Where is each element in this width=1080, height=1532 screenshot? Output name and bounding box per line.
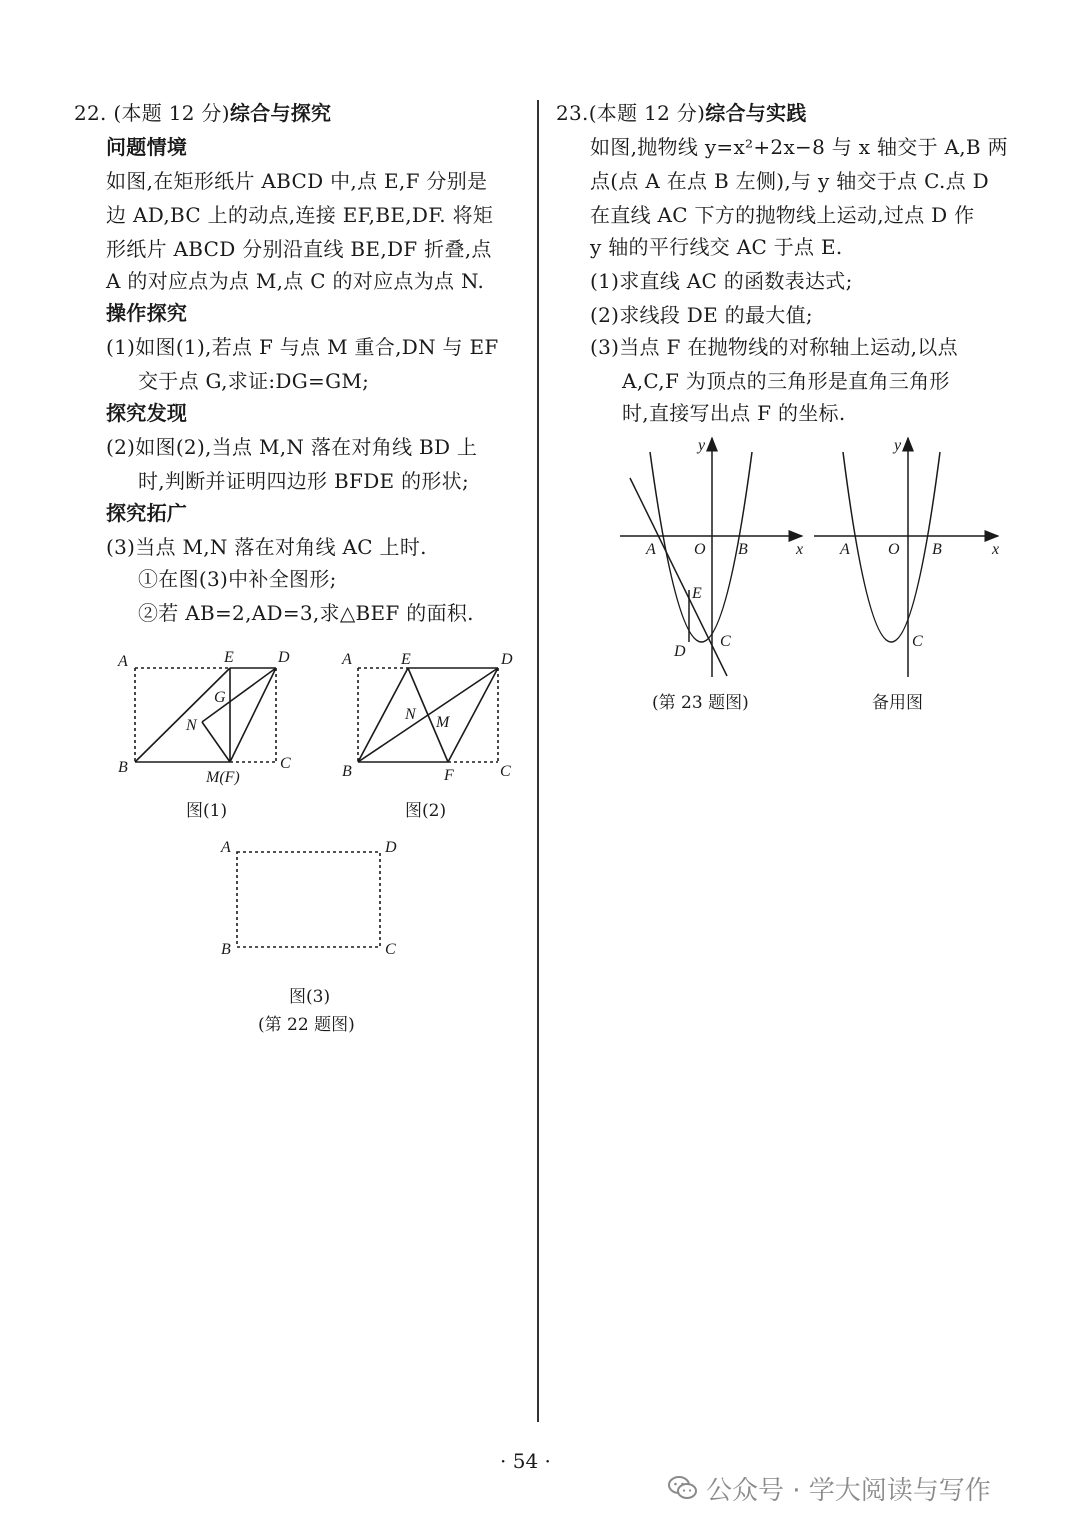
wechat-icon: [668, 1475, 698, 1501]
q23-figure-caption: (第 23 题图): [652, 693, 749, 713]
q23-part3-line: (3)当点 F 在抛物线的对称轴上运动,以点: [590, 335, 958, 359]
label-F: F: [444, 767, 454, 784]
label-D: D: [674, 643, 686, 660]
q23-part3-line: A,C,F 为顶点的三角形是直角三角形: [622, 369, 950, 393]
label-A: A: [118, 653, 128, 670]
segment-DF: [448, 668, 498, 762]
rectangle-ABCD: [237, 852, 380, 947]
q22-section-discover: 探究发现: [106, 401, 188, 425]
label-D: D: [278, 649, 290, 666]
page-number: · 54 ·: [500, 1449, 551, 1473]
label-D: D: [501, 651, 513, 668]
label-M: M: [436, 714, 450, 731]
watermark-text: 公众号 · 学大阅读与写作: [706, 1475, 991, 1506]
segment-DF: [230, 668, 276, 762]
spare-figure-caption: 备用图: [872, 693, 923, 713]
q22-section-operate: 操作探究: [106, 301, 188, 325]
fig1-caption: 图(1): [186, 801, 228, 821]
q23-number: 23.(本题 12 分): [556, 101, 706, 125]
label-B: B: [932, 541, 942, 558]
q23-text-line: 点(点 A 在点 B 左侧),与 y 轴交于点 C.点 D: [590, 169, 989, 193]
label-B: B: [738, 541, 748, 558]
q23-text-line: y 轴的平行线交 AC 于点 E.: [590, 235, 843, 259]
fig2-caption: 图(2): [405, 801, 447, 821]
label-C: C: [500, 763, 511, 780]
label-C: C: [720, 633, 731, 650]
q23-part1: (1)求直线 AC 的函数表达式;: [590, 269, 853, 293]
label-O: O: [694, 541, 706, 558]
q22-part1-line: 交于点 G,求证:DG=GM;: [138, 369, 370, 393]
q22-part1-line: (1)如图(1),若点 F 与点 M 重合,DN 与 EF: [106, 335, 499, 359]
segment-NM: [202, 722, 230, 762]
label-N: N: [405, 706, 416, 723]
q22-figure-caption: (第 22 题图): [258, 1015, 355, 1035]
fig3-caption: 图(3): [289, 987, 331, 1007]
label-A: A: [221, 839, 231, 856]
q22-number: 22. (本题 12 分): [74, 101, 230, 125]
column-divider: [537, 100, 539, 1422]
label-C: C: [385, 941, 396, 958]
label-N: N: [186, 717, 197, 734]
q22-part2-line: 时,判断并证明四边形 BFDE 的形状;: [138, 469, 470, 493]
q23-part3-line: 时,直接写出点 F 的坐标.: [622, 401, 846, 425]
q22-part3-line: ①在图(3)中补全图形;: [138, 567, 337, 591]
q22-part2-line: (2)如图(2),当点 M,N 落在对角线 BD 上: [106, 435, 478, 459]
q22-figure-2: [338, 640, 523, 790]
label-A: A: [342, 651, 352, 668]
label-A: A: [840, 541, 850, 558]
label-x: x: [992, 541, 1000, 558]
label-y: y: [698, 437, 706, 454]
label-MF: M(F): [206, 769, 240, 786]
label-x: x: [796, 541, 804, 558]
label-E: E: [692, 585, 702, 602]
label-C: C: [912, 633, 923, 650]
q22-text-line: A 的对应点为点 M,点 C 的对应点为点 N.: [106, 269, 485, 293]
q22-text-line: 边 AD,BC 上的动点,连接 EF,BE,DF. 将矩: [106, 203, 494, 227]
label-B: B: [221, 941, 231, 958]
label-G: G: [214, 689, 226, 706]
segment-BE: [135, 668, 230, 762]
q23-header: [556, 98, 807, 128]
label-E: E: [401, 651, 411, 668]
q23-text-line: 如图,抛物线 y=x²+2x−8 与 x 轴交于 A,B 两: [590, 135, 1008, 159]
q22-text-line: 形纸片 ABCD 分别沿直线 BE,DF 折叠,点: [106, 237, 492, 261]
label-A: A: [646, 541, 656, 558]
label-O: O: [888, 541, 900, 558]
label-E: E: [224, 649, 234, 666]
q22-section-extend: 探究拓广: [106, 501, 188, 525]
q23-graph: [612, 432, 812, 682]
label-B: B: [342, 763, 352, 780]
q23-spare-graph: [808, 432, 1008, 682]
segment-BE: [358, 668, 408, 762]
q22-header: [74, 98, 331, 128]
q22-figure-3: [215, 830, 405, 965]
label-C: C: [280, 755, 291, 772]
label-D: D: [385, 839, 397, 856]
q22-part3-line: (3)当点 M,N 落在对角线 AC 上时.: [106, 535, 427, 559]
q22-section-problem: 问题情境: [106, 135, 188, 159]
q22-title: 综合与探究: [229, 101, 332, 125]
q22-text-line: 如图,在矩形纸片 ABCD 中,点 E,F 分别是: [106, 169, 488, 193]
label-B: B: [118, 759, 128, 776]
q23-text-line: 在直线 AC 下方的抛物线上运动,过点 D 作: [590, 203, 975, 227]
q23-part2: (2)求线段 DE 的最大值;: [590, 303, 813, 327]
q23-title: 综合与实践: [705, 101, 807, 125]
q22-figure-1: [110, 640, 300, 790]
label-y: y: [894, 437, 902, 454]
q22-part3-line: ②若 AB=2,AD=3,求△BEF 的面积.: [138, 601, 474, 625]
watermark: [668, 1471, 991, 1505]
